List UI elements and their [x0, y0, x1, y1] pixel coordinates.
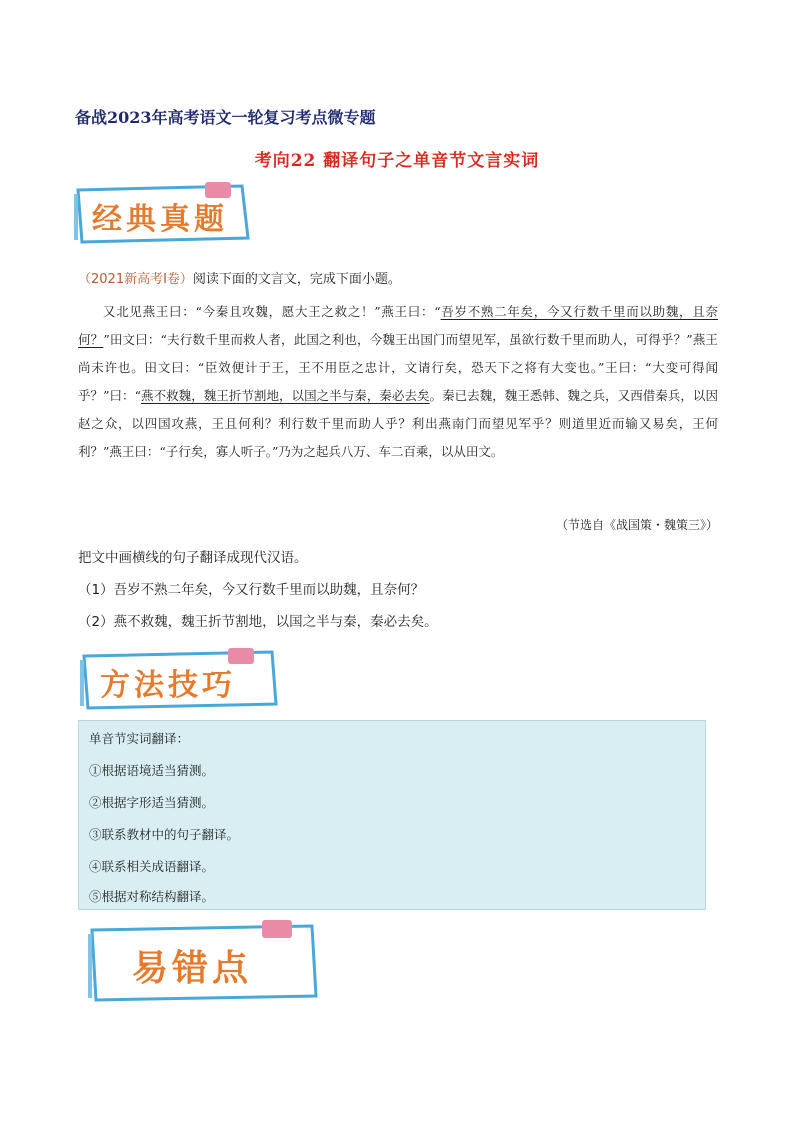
series-title: 备战2023年高考语文一轮复习考点微专题	[75, 108, 376, 127]
question-source: （2021新高考Ⅰ卷）	[78, 272, 193, 287]
tip-item: ④联系相关成语翻译。	[89, 859, 215, 874]
passage-citation: （节选自《战国策・魏策三》）	[555, 518, 718, 532]
section-banner-method	[78, 648, 282, 712]
paper-clip-icon	[262, 920, 292, 938]
tip-item: ②根据字形适当猜测。	[89, 795, 215, 810]
sub-question-2: （2）燕不救魏，魏王折节割地，以国之半与秦，秦必去矣。	[78, 614, 438, 630]
section-banner-classic	[72, 182, 252, 246]
method-tips-box	[78, 720, 706, 910]
topic-title: 考向22 翻译句子之单音节文言实词	[254, 151, 540, 171]
passage-part-2: ”田文曰：“夫行数千里而救人者，此国之利也，今魏王出国门而望见军，虽欲行数千里而助人，可得乎？”燕王尚未许也。田文曰：“臣效便计于王，王不用臣之忠计，文请行矣，恐天下之将有大变也。”王曰：“大变可得闻乎？”曰：“	[78, 332, 718, 403]
question-instruction: 阅读下面的文言文，完成下面小题。	[192, 272, 401, 287]
sub-question-1: （1）吾岁不熟二年矣，今又行数千里而以助魏，且奈何？	[78, 582, 425, 598]
tips-heading: 单音节实词翻译：	[89, 731, 190, 746]
passage-part-1: 又北见燕王曰：“今秦且攻魏，愿大王之救之！”燕王曰：“	[103, 304, 441, 319]
underlined-sentence-1: 吾岁不熟二年矣，今又行数千里而以助魏，且奈何？	[78, 304, 718, 347]
tip-item: ③联系教材中的句子翻译。	[89, 827, 240, 842]
passage-part-3: 。秦已去魏，魏王悉韩、魏之兵，又西借秦兵，以因赵之众，以四国攻燕，王且何利？利行数千里而助人乎？利出燕南门而望见军乎？则道里近而输又易矣，王何利？”燕王曰：“子行矣，寡人听子。”乃为之起兵八万、车二百乘，以从田文。	[78, 388, 718, 459]
section-label-mistakes: 易错点	[132, 947, 253, 989]
translation-task: 把文中画横线的句子翻译成现代汉语。	[78, 550, 308, 566]
tip-item: ⑤根据对称结构翻译。	[89, 889, 215, 904]
classical-passage	[78, 298, 718, 466]
question-intro	[78, 268, 401, 287]
section-label-method: 方法技巧	[100, 668, 236, 703]
underlined-sentence-2: 燕不救魏，魏王折节割地，以国之半与秦，秦必去矣	[141, 388, 430, 403]
tip-item: ①根据语境适当猜测。	[89, 763, 215, 778]
section-label-classic: 经典真题	[92, 202, 228, 237]
section-banner-mistakes	[86, 920, 322, 1006]
